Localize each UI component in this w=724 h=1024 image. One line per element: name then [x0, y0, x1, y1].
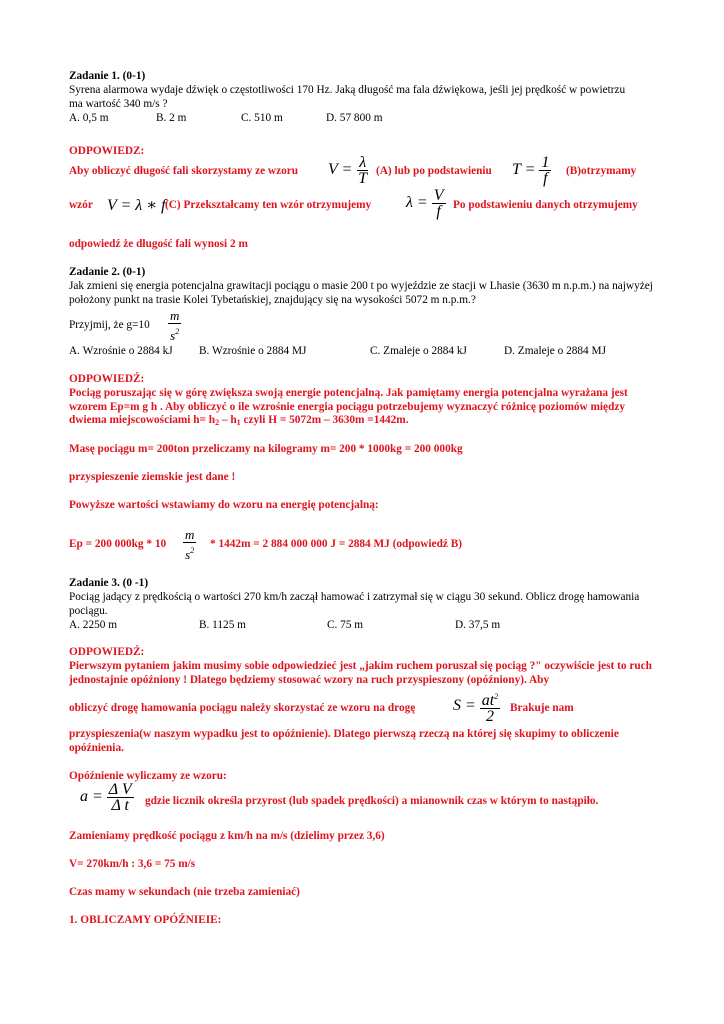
- task3-option-b: B. 1125 m: [199, 619, 246, 631]
- task3-answer-title: ODPOWIEDŹ:: [69, 646, 145, 658]
- formula-g-unit-2: $\frac{m}{s^2}$: [185, 527, 195, 562]
- task3-answer-p2b: Brakuje nam: [510, 702, 574, 714]
- formula-v-lambda-t: V = $\frac{\lambda}{T}$: [328, 154, 368, 187]
- task2-title: Zadanie 2. (0-1): [69, 266, 146, 278]
- task2-g-text: Przyjmij, że g=10: [69, 319, 150, 331]
- task2-answer-p1: Pociąg poruszając się w górę zwiększa swoją energie potencjalną. Jak pamiętamy energia potencjalna wyrażana jest wzorem Ep=m g h . Aby obliczyć o ile wzrośnie energia pociągu potrzebujemy wyznaczyć różnicę poziomów między dwiema miejscowościami $h= h_2 - h_1$ czyli H = 5072m – 3630m =1442m.: [69, 387, 628, 427]
- task3-option-a: A. 2250 m: [69, 619, 118, 631]
- task2-answer-title: ODPOWIEDŹ:: [69, 373, 145, 385]
- task1-text: Syrena alarmowa wydaje dźwięk o częstotliwości 170 Hz. Jaką długość ma fala dźwiękowa, jeśli jej prędkość w powietrzu ma wartość 340 m/s ?: [69, 84, 626, 110]
- formula-v-lambda-f: V = λ ∗ f: [107, 197, 166, 214]
- formula-s-at2-2: S = $\frac{at^2}{2}$: [453, 689, 500, 724]
- task3-answer-p4: Opóźnienie wyliczamy ze wzoru:: [69, 770, 227, 782]
- task3-answer-p1: Pierwszym pytaniem jakim musimy sobie odpowiedzieć jest „jakim ruchem poruszał się pociąg ?" oczywiście jest to ruch jednostajnie opóźniony ! Dlatego będziemy stosować wzory na ruch przyspieszony (opóźniony). Aby: [69, 660, 652, 686]
- task3-answer-p9: 1. OBLICZAMY OPÓŹNIEIE:: [69, 914, 222, 926]
- task2-option-a: A. Wzrośnie o 2884 kJ: [69, 345, 173, 357]
- task1-answer-line3: odpowiedź że długość fali wynosi 2 m: [69, 238, 248, 250]
- task1-answer-line2a: wzór: [69, 199, 93, 211]
- task1-title: Zadanie 1. (0-1): [69, 70, 146, 82]
- formula-t-1-f: T = $\frac{1}{f}$: [512, 154, 550, 187]
- task3-answer-p8: Czas mamy w sekundach (nie trzeba zamieniać): [69, 886, 300, 898]
- task1-answer-line1a: Aby obliczyć długość fali skorzystamy ze wzoru: [69, 165, 299, 177]
- task3-answer-p6: Zamieniamy prędkość pociągu z km/h na m/s (dzielimy przez 3,6): [69, 830, 385, 842]
- task1-answer-line2b: (C) Przekształcamy ten wzór otrzymujemy: [165, 199, 372, 211]
- task1-option-b: B. 2 m: [156, 112, 187, 124]
- task3-answer-p7: V= 270km/h : 3,6 = 75 m/s: [69, 858, 196, 870]
- task2-answer-p3: przyspieszenie ziemskie jest dane !: [69, 471, 236, 483]
- task3-answer-p5: gdzie licznik określa przyrost (lub spadek prędkości) a mianownik czas w którym to nastąpiło.: [145, 795, 599, 807]
- task2-answer-p5b: * 1442m = 2 884 000 000 J = 2884 MJ (odpowiedź B): [210, 538, 462, 550]
- task2-text: Jak zmieni się energia potencjalna grawitacji pociągu o masie 200 t po wyjeździe ze stacji w Lhasie (3630 m n.p.m.) na najwyżej położony punkt na trasie Kolei Tybetańskiej, znajdujący się na wysokości 5072 m n.p.m.?: [69, 280, 653, 306]
- task1-answer-line1c: (B)otrzymamy: [566, 165, 637, 177]
- task2-answer-p4: Powyższe wartości wstawiamy do wzoru na energię potencjalną:: [69, 499, 379, 511]
- formula-lambda-v-f: λ = $\frac{V}{f}$: [406, 187, 444, 220]
- task3-answer-p2a: obliczyć drogę hamowania pociągu należy skorzystać ze wzoru na drogę: [69, 702, 416, 714]
- task2-option-d: D. Zmaleje o 2884 MJ: [504, 345, 606, 357]
- formula-g-unit: $\frac{m}{s^2}$: [170, 308, 180, 343]
- task3-text: Pociąg jadący z prędkością o wartości 270 km/h zaczął hamować i zatrzymał się w ciągu 30 sekund. Oblicz drogę hamowania pociągu.: [69, 591, 640, 617]
- task2-option-b: B. Wzrośnie o 2884 MJ: [199, 345, 307, 357]
- task1-answer-title: ODPOWIEDZ:: [69, 145, 145, 157]
- task1-option-a: A. 0,5 m: [69, 112, 109, 124]
- task1-option-c: C. 510 m: [241, 112, 283, 124]
- task1-answer-line1b: (A) lub po podstawieniu: [376, 165, 492, 177]
- formula-a-dv-dt: a = $\frac{\text{Δ V}}{\text{Δ t}}$: [80, 781, 132, 814]
- task2-answer-p5a: Ep = 200 000kg * 10: [69, 538, 167, 550]
- task3-option-d: D. 37,5 m: [455, 619, 501, 631]
- task3-answer-p3: przyspieszenia(w naszym wypadku jest to opóźnienie). Dlatego pierwszą rzeczą na której się skupimy to obliczenie opóźnienia.: [69, 728, 619, 754]
- task2-answer-p2: Masę pociągu m= 200ton przeliczamy na kilogramy m= 200 * 1000kg = 200 000kg: [69, 443, 463, 455]
- task3-title: Zadanie 3. (0 -1): [69, 577, 149, 589]
- task2-option-c: C. Zmaleje o 2884 kJ: [370, 345, 467, 357]
- task3-option-c: C. 75 m: [327, 619, 364, 631]
- task1-answer-line2c: Po podstawieniu danych otrzymujemy: [453, 199, 638, 211]
- task1-option-d: D. 57 800 m: [326, 112, 383, 124]
